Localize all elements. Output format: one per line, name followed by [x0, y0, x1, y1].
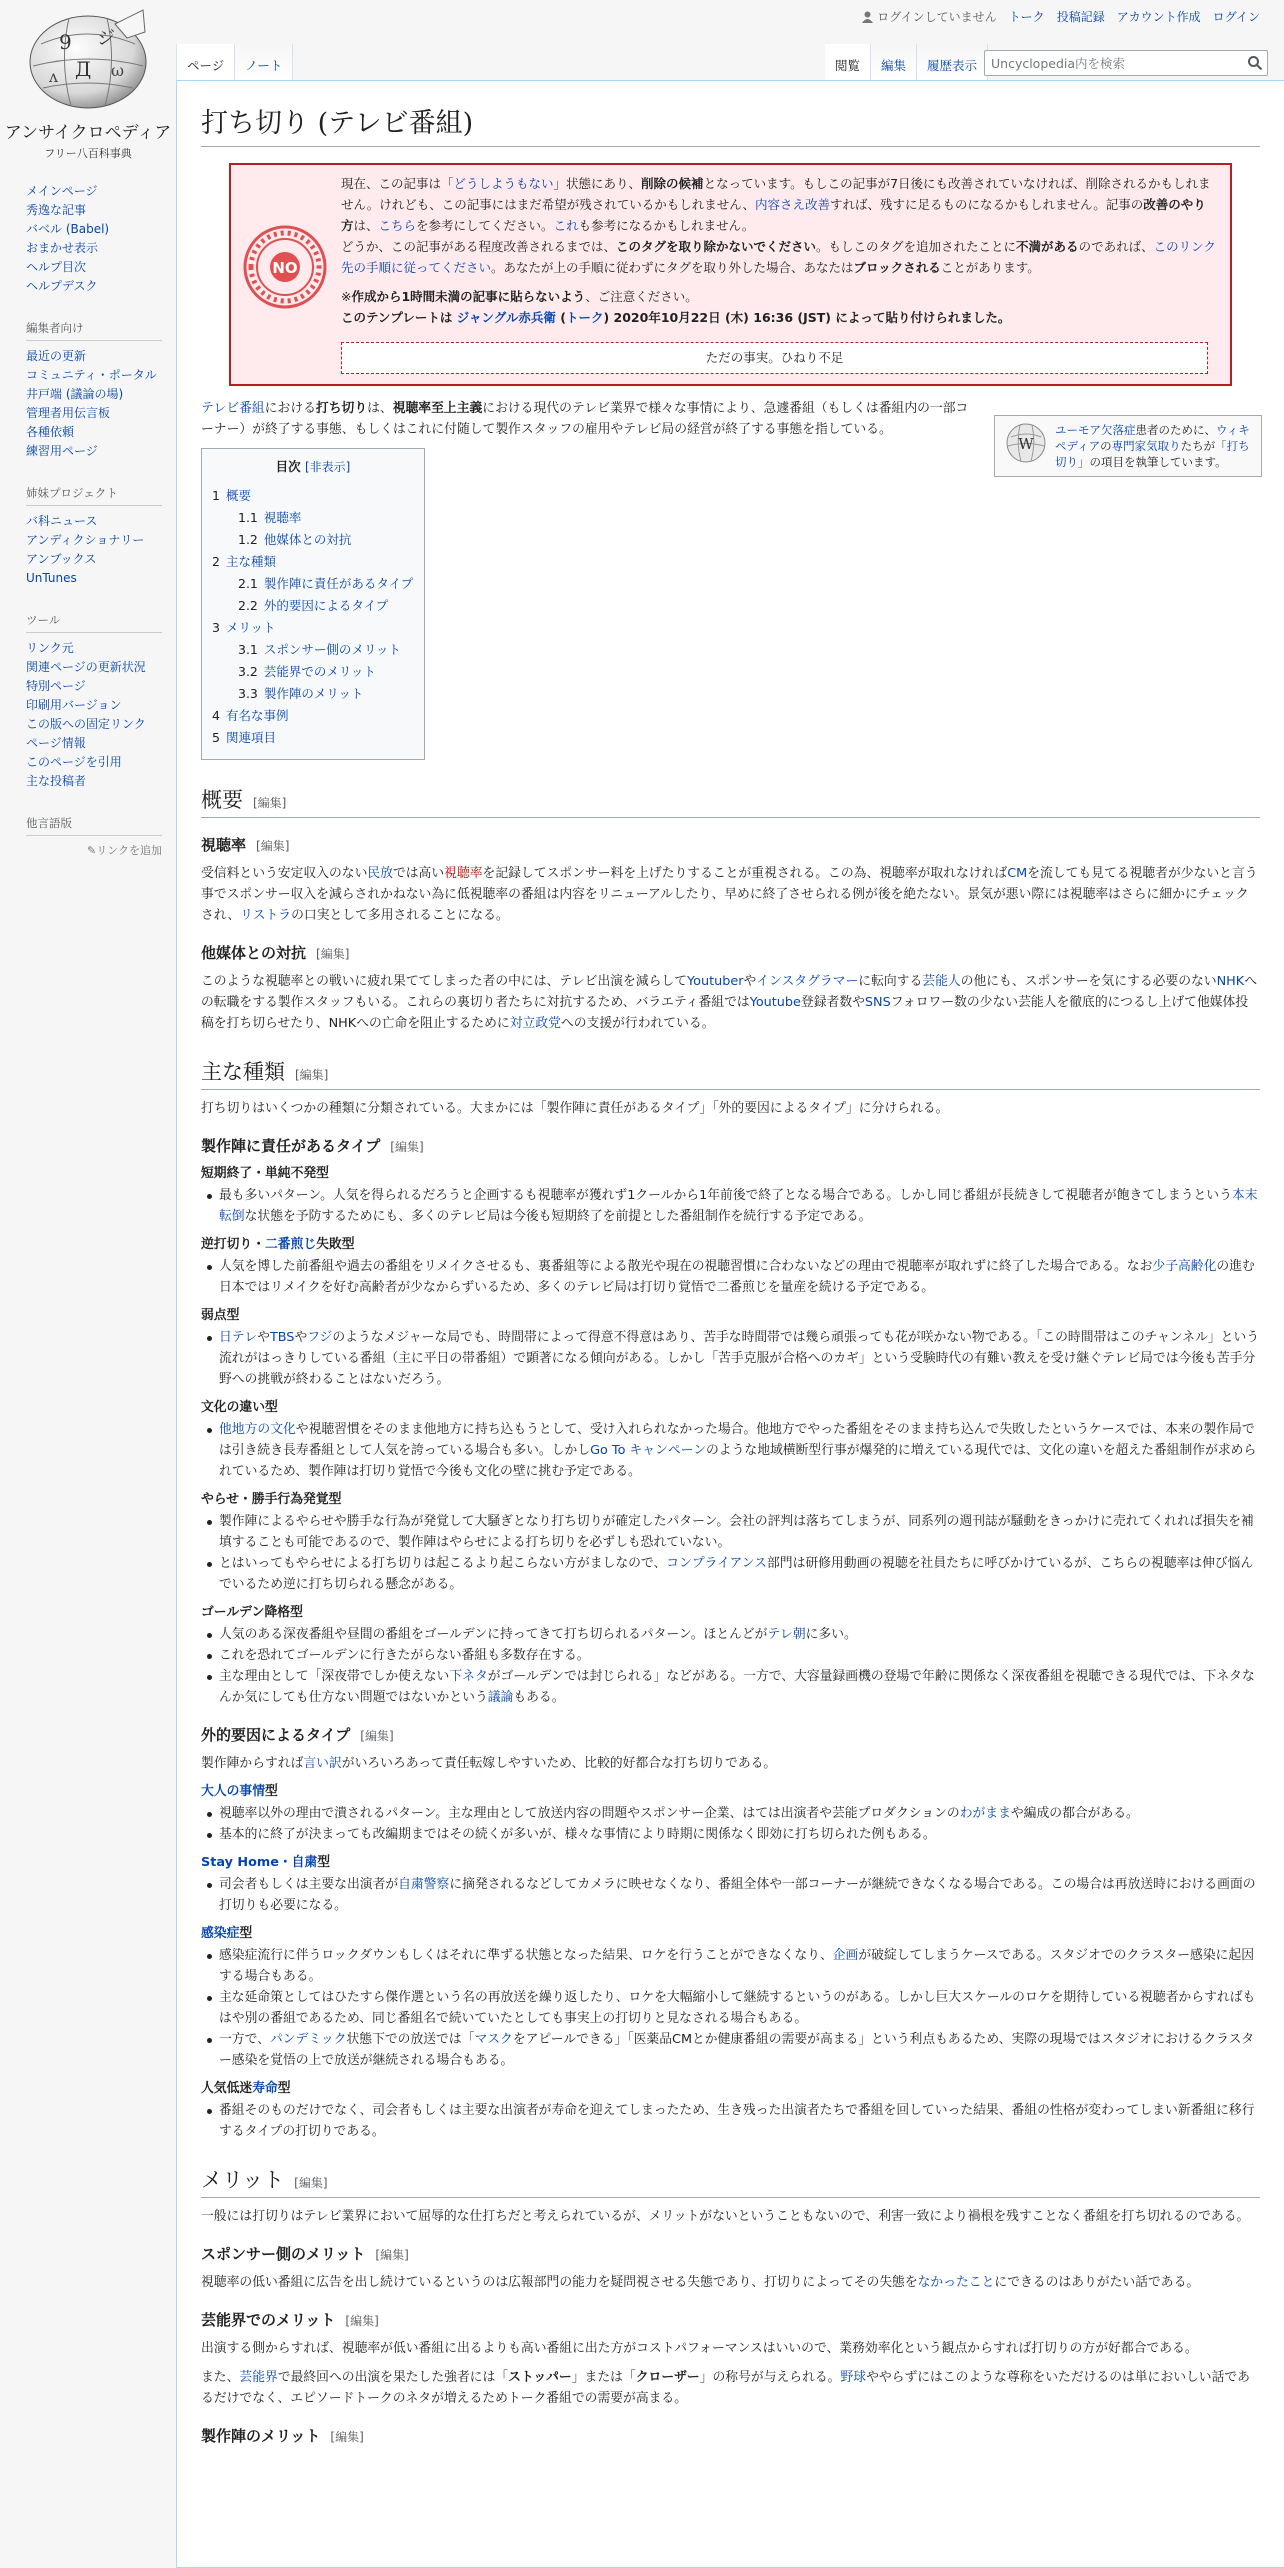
deletion-reason: ただの事実。ひねり不足 [341, 342, 1208, 374]
list-item: 日テレやTBSやフジのようなメジャーな局でも、時間帯によって得意不得意はあり、苦手な時間帯では幾ら頑張っても花が咲かない物である。「この時間帯はこのチャンネル」という流れがはっきりしている番組（主に平日の帯番組）で顕著になる傾向がある。しかし「苦手克服が合格へのカギ」という受験時代の有難い教えを受け継ぐテレビ局では今後も苦手分野への挑戦が終わることはないだろう。 [201, 1327, 1260, 1390]
inline-link[interactable]: なかったこと [917, 2275, 995, 2290]
toc-item[interactable]: 1 概要 [212, 488, 251, 503]
edit-section-link[interactable]: [編集] [360, 1729, 394, 1743]
sidebar-item-admin-board[interactable]: 管理者用伝言板 [26, 406, 111, 420]
content [176, 80, 1284, 2568]
humor-link[interactable]: ユーモア欠落症 [1055, 423, 1136, 437]
sidebar-item-random[interactable]: おまかせ表示 [26, 241, 99, 255]
list-item: 一方で、パンデミック状態下での放送では「マスクをアピールできる」「医薬品CMとか健康番組の需要が高まる」という利点もあるため、実際の現場ではスタジオにおけるクラスター感染を覚悟の上で放送が継続される場合もある。 [201, 2029, 1260, 2071]
pencil-icon: ✎ [87, 844, 97, 857]
paragraph: 打ち切りはいくつかの種類に分類されている。大まかには「製作陣に責任があるタイプ」「外的要因によるタイプ」に分けられる。 [201, 1101, 949, 1116]
inline-link[interactable]: 寿命 [252, 2081, 278, 2096]
howto-link[interactable]: こちら [378, 218, 417, 233]
svg-text:ジ: ジ [97, 28, 115, 49]
svg-text:9: 9 [59, 30, 72, 54]
list-item: これを恐れてゴールデンに行きたがらない番組も多数存在する。 [201, 1645, 1260, 1666]
inline-link[interactable]: コンプライアンス [666, 1556, 767, 1571]
subsection-heading-staff-merit: 製作陣のメリット [編集] [201, 2427, 364, 2445]
tab-edit[interactable]: 編集 [871, 44, 917, 80]
not-logged-in-label: ログインしていません [877, 10, 997, 24]
list-item: とはいってもやらせによる打ち切りは起こるより起こらない方がましなので、コンプライアンス部門は研修用動画の視聴を社員たちに呼びかけているが、こちらの視聴率は伸び悩んでいるため逆に打ち切られる懸念がある。 [201, 1553, 1260, 1595]
puzzle-globe-logo [19, 4, 157, 116]
tv-program-link[interactable]: テレビ番組 [201, 401, 265, 416]
edit-section-link[interactable]: [編集] [330, 2430, 364, 2444]
paragraph: 一般には打切りはテレビ業界において屈辱的な仕打ちだと考えられているが、メリットがないということもないので、利害一致により禍根を残すことなく番組を打ち切れるのである。 [201, 2209, 1250, 2224]
inline-link[interactable]: 視聴率 [444, 866, 483, 881]
deletion-notice [229, 163, 1232, 386]
toc-item[interactable]: 5 関連項目 [212, 730, 276, 745]
intro-paragraph: テレビ番組における打ち切りは、視聴率至上主義における現代のテレビ業界で様々な事情により、急遽番組（もしくは番組内の一部コーナー）が終了する事態、もしくはこれに付随して製作スタッフの雇用やテレビ局の経営が終了する事態を指している。 [201, 401, 969, 437]
sidebar-item-page-info[interactable]: ページ情報 [26, 736, 86, 750]
reference-link[interactable]: これ [553, 218, 579, 233]
sidebar-languages-heading: 他言語版 [26, 815, 162, 836]
sidebar-tools-heading: ツール [26, 612, 162, 633]
tagger-talk-link[interactable]: トーク [565, 310, 604, 325]
list-item: 主な延命策としてはひたすら傑作選という名の再放送を繰り返したり、ロケを大幅縮小して継続するというのがある。しかし巨大スケールのロケを期待している視聴者からすればもはや別の番組であるため、同じ番組名で続いていたとしても事実上の打切りと見なされる場合もある。 [201, 1987, 1260, 2029]
sidebar-sister [26, 485, 176, 588]
edit-section-link[interactable]: [編集] [390, 1140, 424, 1154]
inline-link[interactable]: フジ [307, 1330, 333, 1345]
sidebar-item-helpdesk[interactable]: ヘルプデスク [26, 279, 98, 293]
toc-title: 目次 [非表示] [275, 459, 351, 474]
inline-link[interactable]: 下ネタ [449, 1669, 488, 1684]
inline-link[interactable]: 芸能人 [922, 974, 961, 989]
type-heading: 文化の違い型 [201, 1400, 278, 1415]
inline-link[interactable]: インスタグラマー [756, 974, 859, 989]
inline-link[interactable]: パンデミック [269, 2032, 347, 2047]
inline-link[interactable]: 本末転倒 [219, 1188, 1258, 1224]
svg-text:ʌ: ʌ [49, 67, 59, 86]
inline-link[interactable]: わがまま [959, 1806, 1011, 1821]
subsection-heading-rating: 視聴率 [編集] [201, 836, 290, 854]
deletion-notice-text: 現在、この記事は「どうしようもない」状態にあり、削除の候補となっています。もしこの記事が7日後にも改善されていなければ、削除されるかもしれません。けれども、この記事にはまだ希望が残されているかもしれません、内容さえ改善すれば、残すに足るものになるかもしれません。記事の改善のやり方は、こちらを参考にしてください。これも参考になるかもしれません。 どうか、この記事がある程度改善されるまでは、このタグを取り除かないでください。もしこのタグを追加されたことに不満があるのであれば、このリンク先の手順に従ってください。あなたが上の手順に従わずにタグを取り外した場合、あなたはブロックされることがあります。 ※作成から1時間未満の記事に貼らないよう、ご注意ください。 このテンプレートは ジャングル赤兵衛 (トーク) 2020年10月22日 (木) 16:36 (JST) によって貼り付けられました。 ただの事実。ひねり不足 [331, 173, 1216, 374]
inline-link[interactable]: CM [1007, 866, 1028, 881]
namespace-tabs [176, 44, 293, 80]
personal-talk-link[interactable]: トーク [1008, 10, 1045, 24]
toc-item[interactable]: 3 メリット [212, 620, 276, 635]
sidebar-item-community[interactable]: コミュニティ・ポータル [26, 368, 157, 382]
paragraph: 視聴率の低い番組に広告を出し続けているというのは広報部門の能力を疑問視させる失態であり、打切りによってその失態をなかったことにできるのはありがたい話である。 [201, 2275, 1200, 2290]
add-links[interactable] [26, 842, 162, 858]
sidebar-item-print[interactable]: 印刷用バージョン [26, 698, 122, 712]
view-tabs [825, 44, 988, 80]
sidebar-item-recent-changes[interactable]: 最近の更新 [26, 349, 87, 363]
inline-link[interactable]: Youtube [749, 995, 801, 1010]
list-item: 最も多いパターン。人気を得られるだろうと企画するも視聴率が獲れず1クールから1年前後で終了となる場合である。しかし同じ番組が長続きして視聴者が飽きてしまうという本末転倒な状態を予防するためにも、多くのテレビ局は今後も短期終了を前提とした番組制作を続行する予定である。 [201, 1185, 1260, 1227]
sidebar-item-village-pump[interactable]: 井戸端 (議論の場) [26, 387, 124, 401]
logo-subtitle: フリー八百科事典 [44, 147, 132, 160]
no-value-seal-icon [241, 173, 331, 374]
sidebar-item-news[interactable]: バ科ニュース [26, 514, 98, 528]
edit-section-link[interactable]: [編集] [294, 2176, 328, 2190]
paragraph: 出演する側からすれば、視聴率が低い番組に出るよりも高い番組に出た方がコストパフォーマンスはいいので、業務効率化という観点からすれば打切りの方が好都合である。 [201, 2341, 1198, 2356]
type-heading: 逆打切り・二番煎じ失敗型 [201, 1237, 355, 1252]
hopeless-link[interactable]: どうしようもない [453, 176, 554, 191]
list-item: 司会者もしくは主要な出演者が自粛警察に摘発されるなどしてカメラに映せなくなり、番組全体や一部コーナーが継続できなくなる場合である。この場合は再放送時における画面の打切りも必要になる。 [201, 1874, 1260, 1916]
inline-link[interactable]: 少子高齢化 [1152, 1259, 1217, 1274]
anon-status [862, 8, 996, 25]
site-logo[interactable] [0, 0, 176, 160]
type-heading: 短期終了・単純不発型 [201, 1166, 329, 1181]
list-item: 他地方の文化や視聴習慣をそのまま他地方に持ち込もうとして、受け入れられなかった場合。他地方でやった番組をそのまま持ち込んで失敗したというケースでは、本来の製作局では引き続き長寿番組として人気を誇っている場合も多い。しかしGo To キャンペーンのような地域横断型行事が爆発的に増えている現代では、文化の違いを超えた番組制作が求められているため、製作陣は打切り覚悟で今後も文化の壁に挑む予定である。 [201, 1419, 1260, 1482]
improve-link[interactable]: 内容さえ改善 [755, 197, 831, 212]
list-item: 番組そのものだけでなく、司会者もしくは主要な出演者が寿命を迎えてしまったため、生き残った出演者たちで番組を回していった結果、番組の性格が変わってしまい新番組に移行するタイプの打切りである。 [201, 2100, 1260, 2142]
toc-item[interactable]: 3.1 スポンサー側のメリット [238, 642, 401, 657]
list-item: 人気を博した前番組や過去の番組をリメイクさせるも、裏番組等による散光や現在の視聴習慣に合わないなどの理由で視聴率が取れずに終了した場合である。なお少子高齢化の進む日本ではリメイクを好む高齢者が少なからずいるため、多くのテレビ局は打切り覚悟で二番煎じを量産を続ける予定である。 [201, 1256, 1260, 1298]
sidebar-item-cite[interactable]: このページを引用 [26, 755, 122, 769]
sidebar [0, 160, 176, 858]
tab-read[interactable]: 閲覧 [825, 44, 871, 80]
sidebar-sister-heading: 姉妹プロジェクト [26, 485, 162, 506]
list-item: 主な理由として「深夜帯でしか使えない下ネタがゴールデンでは封じられる」などがある。一方で、大容量録画機の登場で年齢に関係なく深夜番組を視聴できる現代では、下ネタなんか気にしても仕方ない問題ではないかという議論もある。 [201, 1666, 1260, 1708]
tab-history[interactable]: 履歴表示 [917, 44, 988, 80]
toc-item[interactable]: 2.2 外的要因によるタイプ [238, 598, 389, 613]
type-heading: 人気低迷寿命型 [201, 2081, 291, 2096]
personal-contribs-link[interactable]: 投稿記録 [1056, 10, 1105, 24]
sidebar-item-special-pages[interactable]: 特別ページ [26, 679, 86, 693]
inline-link[interactable]: 二番煎じ [264, 1237, 317, 1252]
paragraph: このような視聴率との戦いに疲れ果ててしまった者の中には、テレビ出演を減らしてYoutuberやインスタグラマーに転向する芸能人の他にも、スポンサーを気にする必要のないNHKへの転職をする製作スタッフもいる。これらの裏切り者たちに対抗するため、バラエティ番組ではYoutube登録者数やSNSフォロワー数の少ない芸能人を徹底的につるし上げて他媒体投稿を打ち切らせたり、NHKへの亡命を阻止するために対立政党への支援が行われている。 [201, 974, 1257, 1031]
toc-item[interactable]: 1.2 他媒体との対抗 [238, 532, 352, 547]
search-icon[interactable] [1247, 55, 1263, 71]
wikipedia-article-link[interactable]: 打ち切り [1055, 439, 1250, 469]
inline-link[interactable]: マスク [474, 2032, 513, 2047]
sidebar-item-permalink[interactable]: この版への固定リンク [26, 717, 146, 731]
toc-item[interactable]: 3.2 芸能界でのメリット [238, 664, 376, 679]
list-item: 製作陣によるやらせや勝手な行為が発覚して大騒ぎとなり打ち切りが確定したパターン。会社の評判は落ちてしまうが、同系列の週刊誌が騒動をきっかけに売れてくれれば損失を補填することも可能であるので、製作陣はやらせによる打ち切りを必ずしも恐れていない。 [201, 1511, 1260, 1553]
inline-link[interactable]: Go To キャンペーン [590, 1443, 706, 1458]
tagger-user-link[interactable]: ジャングル赤兵衛 [456, 310, 556, 325]
edit-section-link[interactable]: [編集] [295, 1068, 329, 1082]
toc-hide-toggle[interactable]: [非表示] [305, 460, 351, 474]
subsection-heading-geino: 芸能界でのメリット [編集] [201, 2311, 379, 2329]
sidebar-item-books[interactable]: アンブックス [26, 552, 97, 566]
type-heading: 感染症型 [201, 1926, 253, 1941]
inline-link[interactable]: 議論 [487, 1690, 514, 1705]
inline-link[interactable]: 野球 [840, 2370, 867, 2385]
inline-link[interactable]: 他地方の [219, 1422, 271, 1437]
edit-section-link[interactable]: [編集] [375, 2248, 409, 2262]
sidebar-item-main-page[interactable]: メインページ [26, 184, 98, 198]
type-heading: 大人の事情型 [201, 1784, 278, 1799]
search-input[interactable] [985, 51, 1235, 75]
sidebar-item-dictionary[interactable]: アンディクショナリー [26, 533, 145, 547]
procedure-link[interactable]: このリンク先の手順に従ってください [341, 239, 1216, 275]
inline-link[interactable]: 芸能界 [239, 2370, 278, 2385]
inline-link[interactable]: TBS [269, 1330, 295, 1345]
svg-text:Д: Д [75, 57, 92, 81]
sidebar-item-whatlinkshere[interactable]: リンク元 [26, 641, 74, 655]
sidebar-navigation [26, 182, 176, 296]
add-links-label: リンクを追加 [96, 844, 162, 857]
humor-notice: W ユーモア欠落症患者のために、ウィキペディアの専門家気取りたちが「打ち切り」の項目を執筆しています。 [994, 415, 1262, 477]
tab-page[interactable]: ページ [176, 44, 235, 80]
search-box [984, 50, 1268, 76]
inline-link[interactable]: 文化 [270, 1422, 296, 1437]
sidebar-item-sandbox[interactable]: 練習用ページ [26, 444, 98, 458]
paragraph: 製作陣からすれば言い訳がいろいろあって責任転嫁しやすいため、比較的好都合な打ち切りである。 [201, 1756, 777, 1771]
type-heading: Stay Home・自粛型 [201, 1855, 331, 1870]
type-heading: やらせ・勝手行為発覚型 [201, 1492, 342, 1507]
inline-link[interactable]: NHK [1216, 974, 1245, 989]
inline-link[interactable]: テレ朝 [767, 1627, 806, 1642]
type-heading: ゴールデン降格型 [201, 1605, 303, 1620]
subsection-heading-media: 他媒体との対抗 [編集] [201, 944, 350, 962]
edit-section-link[interactable]: [編集] [316, 947, 350, 961]
paragraph: 受信料という安定収入のない民放では高い視聴率を記録してスポンサー料を上げたりすることが重視される。この為、視聴率が取れなければCMを流しても見てる視聴者が少ないと言う事でスポンサー収入を減らされかねない為に低視聴率の番組は内容をリニューアルしたり、早めに終了させられる例が後を絶たない。景気が悪い際には視聴率はさらに細かにチェックされ、リストラの口実として多用されることになる。 [201, 866, 1258, 923]
inline-link[interactable]: 民放 [367, 866, 393, 881]
inline-link[interactable]: SNS [864, 995, 891, 1010]
list-item: 基本的に終了が決まっても改編期まではその続くが多いが、様々な事情により時期に関係なく即効に打ち切られた例もある。 [201, 1824, 1260, 1845]
sidebar-tools [26, 612, 176, 791]
section-heading-types: 主な種類 [編集] [201, 1056, 1260, 1090]
wikipedia-globe-icon [1005, 422, 1047, 464]
inline-link[interactable]: Stay Home・自粛 [201, 1855, 318, 1870]
inline-link[interactable]: 自粛警察 [398, 1877, 450, 1892]
logo-title: アンサイクロペディア [4, 123, 172, 143]
list-item: 視聴率以外の理由で潰されるパターン。主な理由として放送内容の問題やスポンサー企業、はては出演者や芸能プロダクションのわがままや編成の都合がある。 [201, 1803, 1260, 1824]
edit-section-link[interactable]: [編集] [345, 2314, 379, 2328]
inline-link[interactable]: 企画 [832, 1948, 859, 1963]
toc-item[interactable]: 2 主な種類 [212, 554, 276, 569]
sidebar-item-untunes[interactable]: UnTunes [26, 571, 77, 585]
user-icon [862, 11, 873, 23]
section-heading-overview: 概要 [編集] [201, 784, 1260, 818]
toc-item[interactable]: 1.1 視聴率 [238, 510, 302, 525]
sidebar-item-help[interactable]: ヘルプ目次 [26, 260, 87, 274]
list-item: 感染症流行に伴うロックダウンもしくはそれに準ずる状態となった結果、ロケを行うことができなくなり、企画が破綻してしまうケースである。スタジオでのクラスター感染に起因する場合もある。 [201, 1945, 1260, 1987]
edit-section-link[interactable]: [編集] [256, 839, 290, 853]
sidebar-item-featured[interactable]: 秀逸な記事 [26, 203, 87, 217]
toc-item[interactable]: 3.3 製作陣のメリット [238, 686, 364, 701]
inline-link[interactable]: 大人の事情 [201, 1784, 265, 1799]
subsection-heading-external: 外的要因によるタイプ [編集] [201, 1726, 394, 1744]
sidebar-item-requests[interactable]: 各種依頼 [26, 425, 75, 439]
subsection-heading-sponsor: スポンサー側のメリット [編集] [201, 2245, 409, 2263]
create-account-link[interactable]: アカウント作成 [1116, 10, 1201, 24]
inline-link[interactable]: リストラ [240, 908, 292, 923]
login-link[interactable]: ログイン [1212, 10, 1260, 24]
paragraph: また、芸能界で最終回への出演を果たした強者には「ストッパー」または「クローザー」の称号が与えられる。野球ややらずにはこのような尊称をいただけるのは単においしい話であるだけでなく、エピソードトークのネタが増えるためトーク番組での需要が高まる。 [201, 2370, 1250, 2406]
toc-item[interactable]: 4 有名な事例 [212, 708, 289, 723]
sidebar-editors [26, 320, 176, 461]
type-heading: 弱点型 [201, 1308, 240, 1323]
sidebar-item-related-changes[interactable]: 関連ページの更新状況 [26, 660, 146, 674]
inline-link[interactable]: Youtuber [687, 974, 744, 989]
inline-link[interactable]: 言い訳 [303, 1756, 342, 1771]
toc-item[interactable]: 2.1 製作陣に責任があるタイプ [238, 576, 414, 591]
tab-talk[interactable]: ノート [235, 44, 293, 80]
expert-link[interactable]: 専門家気取り [1111, 439, 1181, 453]
seal-text: NO [272, 259, 298, 277]
section-heading-merits: メリット [編集] [201, 2164, 1260, 2198]
inline-link[interactable]: 日テレ [219, 1330, 258, 1345]
svg-text:W: W [1018, 435, 1034, 453]
svg-text:ω: ω [111, 61, 125, 80]
sidebar-item-contributors[interactable]: 主な投稿者 [26, 774, 87, 788]
page-title: 打ち切り (テレビ番組) [201, 101, 1260, 147]
sidebar-editors-heading: 編集者向け [26, 320, 162, 341]
table-of-contents [201, 448, 425, 760]
edit-section-link[interactable]: [編集] [253, 796, 287, 810]
sidebar-languages [26, 815, 176, 858]
subsection-heading-staff: 製作陣に責任があるタイプ [編集] [201, 1137, 424, 1155]
inline-link[interactable]: 対立政党 [509, 1016, 561, 1031]
inline-link[interactable]: 感染症 [201, 1926, 240, 1941]
sidebar-item-babel[interactable]: バベル (Babel) [26, 222, 110, 236]
personal-tools [862, 8, 1260, 25]
list-item: 人気のある深夜番組や昼間の番組をゴールデンに持ってきて打ち切られるパターン。ほとんどがテレ朝に多い。 [201, 1624, 1260, 1645]
wikipedia-link[interactable]: ウィキペディア [1055, 423, 1250, 453]
